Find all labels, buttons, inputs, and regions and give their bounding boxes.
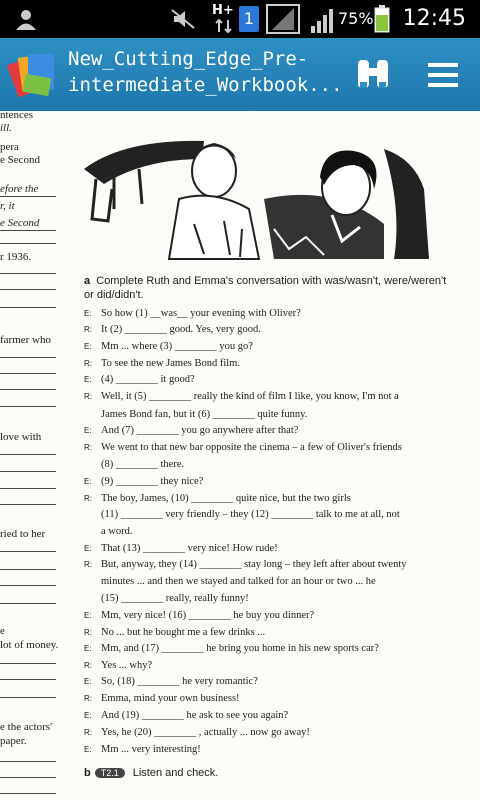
app-logo-icon[interactable] — [6, 46, 62, 102]
dialogue-text: And (19) ________ he ask to see you again? — [101, 710, 289, 721]
gutter-text: e Second — [0, 217, 40, 229]
battery-icon — [374, 5, 390, 33]
app-bar — [0, 38, 480, 111]
two-women-illustration — [84, 129, 434, 269]
exercise-a-label: a — [84, 275, 91, 287]
dialogue-text: (9) ________ they nice? — [101, 476, 204, 487]
dialogue-text: Mm ... very interesting! — [101, 744, 201, 755]
speaker-label: E: — [84, 644, 92, 653]
dialogue-text: Mm, very nice! (16) ________ he buy you dinner? — [101, 610, 315, 621]
dialogue-text: That (13) ________ very nice! How rude! — [101, 543, 278, 554]
gutter-text: r, it — [0, 200, 15, 212]
speaker-label: E: — [84, 342, 92, 351]
previous-page-edge — [0, 111, 58, 800]
dialogue-text: It (2) ________ good. Yes, very good. — [101, 324, 261, 335]
dialogue-text: minutes ... and then we stayed and talked for an hour or two ... he — [101, 576, 376, 587]
dialogue-text: James Bond fan, but it (6) ________ quite funny. — [101, 409, 308, 420]
gutter-text: ntences — [0, 111, 33, 121]
dialogue-text: Yes ... why? — [101, 660, 153, 671]
document-title — [68, 46, 343, 98]
speaker-label: E: — [84, 426, 92, 435]
speaker-label: R: — [84, 443, 92, 452]
person-icon — [14, 9, 38, 31]
speaker-label: E: — [84, 711, 92, 720]
speaker-label: R: — [84, 560, 92, 569]
gutter-text: farmer who — [0, 334, 52, 346]
dialogue-text: So how (1) __was__ your evening with Oliver? — [101, 308, 301, 319]
speaker-label: E: — [84, 309, 92, 318]
gutter-text: efore the — [0, 183, 39, 195]
speaker-label: R: — [84, 728, 92, 737]
speaker-label: E: — [84, 477, 92, 486]
workbook-page — [58, 111, 480, 800]
dialogue-text: We went to that new bar opposite the cinema – a few of Oliver's friends — [101, 442, 402, 453]
status-bar — [0, 0, 480, 38]
document-title-line2: intermediate_Workbook... — [68, 74, 343, 96]
screenshot-icon — [266, 4, 300, 34]
exercise-a-instruction — [84, 274, 454, 302]
speaker-label: R: — [84, 694, 92, 703]
hamburger-menu-icon[interactable] — [420, 52, 466, 98]
speaker-label: E: — [84, 611, 92, 620]
dialogue-text: (8) ________ there. — [101, 459, 185, 470]
dialogue-text: And (7) ________ you go anywhere after that? — [101, 425, 299, 436]
gutter-text: e — [0, 625, 5, 637]
speaker-label: E: — [84, 677, 92, 686]
dialogue-text: But, anyway, they (14) ________ stay long – they left after about twenty — [101, 559, 407, 570]
dialogue-text: a word. — [101, 526, 133, 537]
exercise-b-text: Listen and check. — [132, 767, 219, 779]
speaker-label: R: — [84, 359, 92, 368]
binoculars-icon[interactable] — [350, 52, 396, 98]
dialogue-text: The boy, James, (10) ________ quite nice, but the two girls — [101, 493, 351, 504]
gutter-text: e the actors' — [0, 721, 53, 733]
dialogue-text: (15) ________ really, really funny! — [101, 593, 249, 604]
dialogue-text: Well, it (5) ________ really the kind of film I like, you know, I'm not a — [101, 391, 399, 402]
mute-icon — [170, 8, 196, 30]
speaker-label: E: — [84, 745, 92, 754]
dialogue-text: Mm, and (17) ________ he bring you home in his new sports car? — [101, 643, 379, 654]
speaker-label: R: — [84, 325, 92, 334]
gutter-text: ill. — [0, 122, 12, 134]
document-title-line1: New_Cutting_Edge_Pre- — [68, 48, 309, 70]
document-viewer[interactable] — [0, 111, 480, 800]
network-type: H+ — [212, 3, 234, 18]
gutter-text: e Second — [0, 154, 41, 166]
dialogue-text: So, (18) ________ he very romantic? — [101, 676, 258, 687]
gutter-text: love with — [0, 431, 42, 443]
speaker-label: R: — [84, 494, 92, 503]
gutter-text: paper. — [0, 735, 27, 747]
speaker-label: R: — [84, 661, 92, 670]
exercise-b — [84, 767, 218, 779]
data-arrows-icon — [214, 18, 234, 34]
audio-track-badge: T2.1 — [95, 768, 125, 778]
dialogue-text: Mm ... where (3) ________ you go? — [101, 341, 253, 352]
notification-icon: 1 — [239, 6, 259, 32]
speaker-label: E: — [84, 544, 92, 553]
dialogue-text: (4) ________ it good? — [101, 374, 195, 385]
signal-icon — [310, 6, 336, 34]
speaker-label: E: — [84, 375, 92, 384]
dialogue-text: Yes, he (20) ________ , actually ... now go away! — [101, 727, 310, 738]
dialogue-text: Emma, mind your own business! — [101, 693, 240, 704]
status-time: 12:45 — [402, 6, 466, 31]
gutter-text: ried to her — [0, 528, 46, 540]
dialogue-text: No ... but he bought me a few drinks ... — [101, 627, 266, 638]
gutter-text: pera — [0, 141, 19, 153]
gutter-text: lot of money. — [0, 639, 58, 651]
battery-percent: 75% — [338, 9, 374, 28]
exercise-a-text: Complete Ruth and Emma's conversation with was/wasn't, were/weren't or did/didn't. — [84, 275, 447, 301]
gutter-text: r 1936. — [0, 251, 32, 263]
speaker-label: R: — [84, 392, 92, 401]
speaker-label: R: — [84, 628, 92, 637]
dialogue-text: To see the new James Bond film. — [101, 358, 240, 369]
exercise-b-label: b — [84, 767, 91, 779]
dialogue-text: (11) ________ very friendly – they (12) ________ talk to me at all, not — [101, 509, 400, 520]
